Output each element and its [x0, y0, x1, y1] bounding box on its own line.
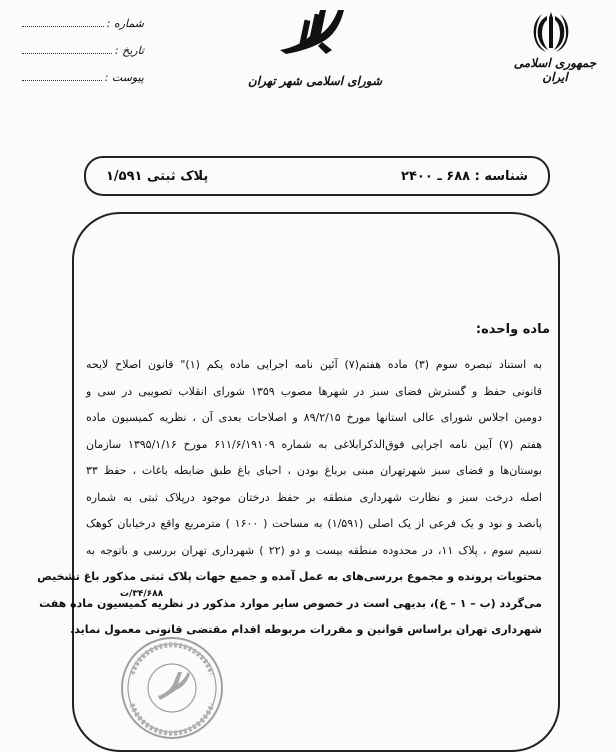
body-line-bold: می‌گردد (ب – ۱ – غ)، بدیهی است در خصوص سایر موارد مذکور در نظریه کمیسیون ماده هفت — [39, 596, 542, 610]
attachment-label: پیوست : — [104, 71, 144, 84]
article-title: ماده واحده: — [475, 322, 550, 337]
republic-name: جمهوری اسلامی ایران — [513, 56, 597, 84]
council-name: شورای اسلامی شهر تهران — [247, 74, 383, 88]
resolution-body — [37, 352, 543, 644]
body-line: بوستان‌ها و فضای سبز شهرتهران مبنی برباغ بودن ، احیای باغ طبق ضابطه باغات ، حفظ ۳۳ — [86, 464, 542, 477]
attachment-dotted-line — [22, 80, 102, 81]
number-dotted-line — [22, 26, 104, 27]
number-label: شماره : — [106, 17, 144, 30]
attachment-field — [22, 64, 144, 91]
reference-code: ۳۴/۶۸۸/ت — [120, 589, 164, 599]
number-field — [22, 10, 144, 37]
body-line: نسیم سوم ، پلاک ۱۱، در محدوده منطقه بیست و دو (۲۲ ) شهرداری تهران بررسی و باتوجه به — [86, 543, 542, 557]
body-line: هفتم (۷) آیین نامه اجرایی فوق‌الذکرابلاغی به شماره ۶۱۱/۶/۱۹۱۰۹ مورخ ۱۳۹۵/۱/۱۶ سازمان — [86, 437, 543, 451]
council-seal-stamp-icon — [118, 634, 226, 742]
iran-emblem-icon — [530, 8, 572, 54]
date-dotted-line — [22, 53, 112, 54]
body-line: اصله درخت سبز و نظارت شهرداری منطقه بر حفظ درختان موجود درپلاک ثبتی به شماره — [86, 490, 542, 504]
identifier-box — [84, 156, 550, 196]
body-line-bold: شهرداری تهران براساس قوانین و مقررات مربوطه اقدام مقتضی قانونی معمول نماید. — [70, 623, 542, 636]
body-line: قانونی حفظ و گسترش فضای سبز در شهرها مصوب ۱۳۵۹ شورای انقلاب تصویبی در سی و — [86, 384, 542, 398]
body-line: دومین اجلاس شورای عالی استانها مورخ ۸۹/۲/۱۵ و اصلاحات بعدی آن ، نظریه کمیسیون ماده — [86, 411, 542, 424]
shenase-text: شناسه : ۶۸۸ ـ ۲۴۰۰ — [401, 168, 528, 184]
tehran-council-logo-icon — [272, 6, 354, 56]
body-line: به استناد تبصره سوم (۳) ماده هفتم(۷) آئین نامه اجرایی ماده یکم (۱)" قانون اصلاح لایحه — [86, 358, 542, 371]
letter-meta-fields — [22, 10, 144, 91]
body-line: پانصد و نود و یک فرعی از یک اصلی (۱/۵۹۱) به مساحت ( ۱۶۰۰ ) مترمربع واقع درخیابان کوهک — [86, 517, 542, 530]
date-field — [22, 37, 144, 64]
date-label: تاریخ : — [114, 44, 144, 57]
body-line-bold: محتویات پرونده و مجموع بررسی‌های به عمل آمده و جمیع جهات پلاک ثبتی مذکور باغ تشخیص — [37, 570, 542, 583]
plak-text: پلاک ثبتی ۱/۵۹۱ — [106, 168, 209, 184]
